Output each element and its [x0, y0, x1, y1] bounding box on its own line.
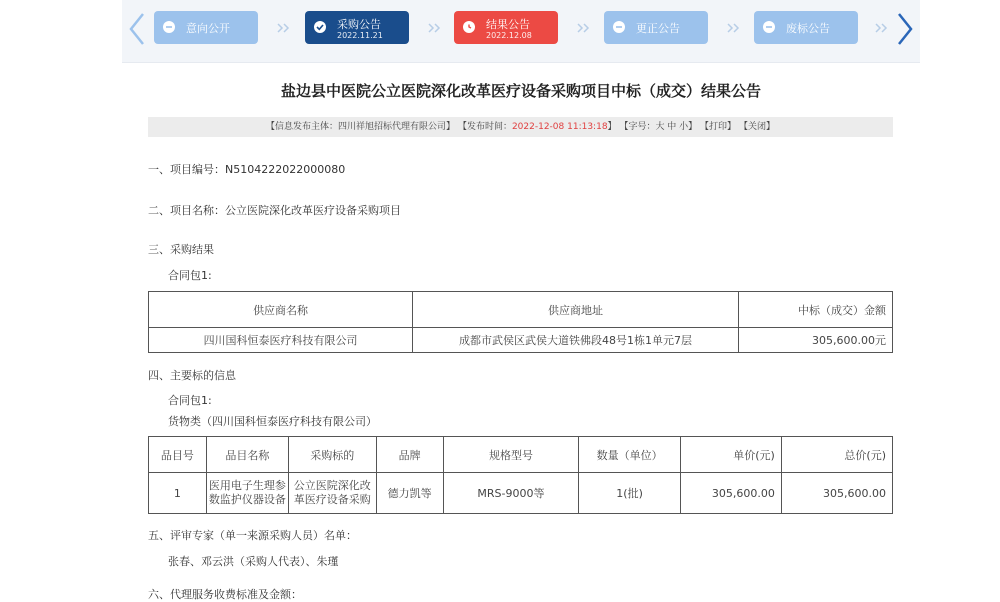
cell-bid-amount: 305,600.00元 — [738, 328, 892, 353]
section-agency-fee: 六、代理服务收费标准及金额： — [148, 588, 302, 601]
section-main-items: 四、主要标的信息 — [148, 369, 236, 382]
step-intent-disclosure[interactable] — [154, 11, 258, 44]
cell-spec: MRS-9000等 — [443, 473, 578, 514]
step-label: 意向公开 — [186, 22, 230, 35]
header-bid-amount: 中标（成交）金额 — [738, 292, 892, 328]
clock-icon — [463, 21, 475, 33]
header-quantity: 数量（单位） — [579, 437, 681, 473]
process-stepper — [122, 0, 920, 63]
section-experts: 五、评审专家（单一来源采购人员）名单： — [148, 529, 357, 542]
chevron-right-icon — [276, 20, 292, 34]
publisher: 【信息发布主体：四川祥旭招标代理有限公司】 — [266, 122, 456, 132]
close-link[interactable]: 【关闭】 — [738, 122, 775, 132]
table-row — [149, 473, 893, 514]
step-procurement-notice[interactable] — [305, 11, 409, 44]
chevron-right-icon — [427, 20, 443, 34]
right-gutter — [920, 0, 1000, 601]
table-header-row — [149, 292, 893, 328]
left-gutter — [0, 0, 122, 601]
cell-brand: 德力凯等 — [376, 473, 443, 514]
header-item-name: 品目名称 — [206, 437, 288, 473]
publish-time-label: 【发布时间： — [457, 122, 512, 132]
step-label: 废标公告 — [786, 22, 830, 35]
cell-supplier-address: 成都市武侯区武侯大道铁佛段48号1栋1单元7层 — [413, 328, 739, 353]
header-supplier-name: 供应商名称 — [149, 292, 413, 328]
header-supplier-address: 供应商地址 — [413, 292, 739, 328]
step-label: 采购公告 — [337, 18, 381, 31]
info-bar — [148, 117, 893, 137]
chevron-right-icon — [874, 20, 890, 34]
cell-supplier-name: 四川国科恒泰医疗科技有限公司 — [149, 328, 413, 353]
result-table — [148, 291, 893, 353]
prev-arrow-icon[interactable] — [128, 12, 146, 46]
project-number: 一、项目编号：N5104222022000080 — [148, 163, 346, 176]
step-status-icon — [763, 21, 775, 33]
expert-names: 张春、邓云洪（采购人代表）、朱瑾 — [168, 555, 339, 568]
vendor-category: 货物类（四川国科恒泰医疗科技有限公司） — [168, 415, 377, 428]
step-cancellation-notice[interactable] — [754, 11, 858, 44]
step-status-icon — [613, 21, 625, 33]
section-procurement-result: 三、采购结果 — [148, 243, 214, 256]
items-table — [148, 436, 893, 514]
step-date: 2022.11.21 — [337, 31, 383, 40]
header-item-no: 品目号 — [149, 437, 207, 473]
header-brand: 品牌 — [376, 437, 443, 473]
header-subject: 采购标的 — [288, 437, 376, 473]
cell-subject: 公立医院深化改革医疗设备采购 — [288, 473, 376, 514]
page-title: 盐边县中医院公立医院深化改革医疗设备采购项目中标（成交）结果公告 — [280, 82, 761, 100]
cell-item-no: 1 — [149, 473, 207, 514]
publish-time: 2022-12-08 11:13:18 — [511, 122, 608, 132]
header-unit-price: 单价(元) — [680, 437, 781, 473]
step-label: 结果公告 — [486, 18, 530, 31]
chevron-right-icon — [726, 20, 742, 34]
cell-quantity: 1(批) — [579, 473, 681, 514]
table-header-row — [149, 437, 893, 473]
next-arrow-icon[interactable] — [896, 12, 914, 46]
publish-time-close: 】 — [607, 122, 617, 132]
project-name: 二、项目名称：公立医院深化改革医疗设备采购项目 — [148, 204, 401, 217]
font-size-control[interactable]: 【字号：大 中 小】 — [619, 122, 698, 132]
header-spec: 规格型号 — [443, 437, 578, 473]
cell-total-price: 305,600.00 — [781, 473, 892, 514]
check-icon — [314, 21, 326, 33]
step-status-icon — [163, 21, 175, 33]
step-label: 更正公告 — [636, 22, 680, 35]
table-row — [149, 328, 893, 353]
cell-unit-price: 305,600.00 — [680, 473, 781, 514]
contract-package-label: 合同包1: — [168, 394, 212, 407]
print-link[interactable]: 【打印】 — [700, 122, 737, 132]
contract-package-label: 合同包1: — [168, 269, 212, 282]
step-result-notice[interactable] — [454, 11, 558, 44]
chevron-right-icon — [576, 20, 592, 34]
cell-item-name: 医用电子生理参数监护仪器设备 — [206, 473, 288, 514]
step-correction-notice[interactable] — [604, 11, 708, 44]
header-total-price: 总价(元) — [781, 437, 892, 473]
step-date: 2022.12.08 — [486, 31, 532, 40]
